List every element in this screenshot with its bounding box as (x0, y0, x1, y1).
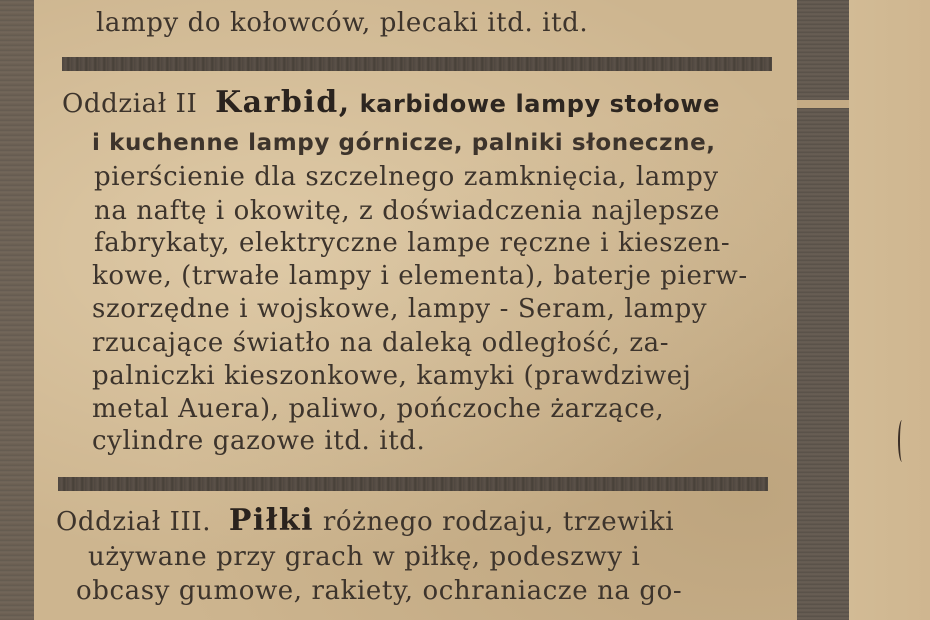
section2-line-2: i kuchenne lampy górnicze, palniki słoneczne, (92, 130, 716, 156)
left-column-rule (0, 0, 34, 620)
right-rule-gap (797, 100, 849, 108)
ink-speck (898, 420, 906, 462)
section3-line-2: używane przy grach w piłkę, podeszwy i (88, 542, 641, 572)
section2-label: Oddział II (62, 89, 198, 119)
section2-line-6: kowe, (trwałe lampy i elementa), baterje pierw- (92, 261, 748, 291)
section2-line-1 (62, 85, 720, 120)
section3-line1-rest: różnego rodzaju, trzewiki (322, 507, 675, 537)
section3-heading: Piłki (228, 503, 315, 538)
section3-label: Oddział III. (56, 507, 212, 537)
section-divider-bottom (58, 477, 768, 491)
section3-line-3: obcasy gumowe, rakiety, ochraniacze na go- (76, 576, 683, 606)
section2-heading: Karbid, (215, 85, 351, 120)
section2-line-8: rzucające światło na daleką odległość, za- (92, 328, 670, 358)
section2-line-5: fabrykaty, elektryczne lampe ręczne i kieszen- (94, 228, 731, 258)
section2-line-11: cylindre gazowe itd. itd. (92, 426, 426, 456)
section2-line-4: na naftę i okowitę, z doświadczenia najlepsze (94, 196, 720, 226)
section2-line-3: pierścienie dla szczelnego zamknięcia, lampy (94, 162, 719, 192)
right-margin (849, 0, 930, 620)
right-column-rule (797, 0, 849, 620)
section3-line-1 (56, 503, 675, 538)
section2-line-9: palniczki kieszonkowe, kamyki (prawdziwej (92, 361, 692, 391)
section-divider-top (62, 57, 772, 71)
section2-line-10: metal Auera), paliwo, pończoche żarzące, (92, 394, 665, 424)
section2-line-7: szorzędne i wojskowe, lampy - Seram, lampy (92, 294, 708, 324)
top-fragment-line: lampy do kołowców, plecaki itd. itd. (96, 8, 589, 38)
section2-line1-rest: karbidowe lampy stołowe (359, 90, 720, 118)
